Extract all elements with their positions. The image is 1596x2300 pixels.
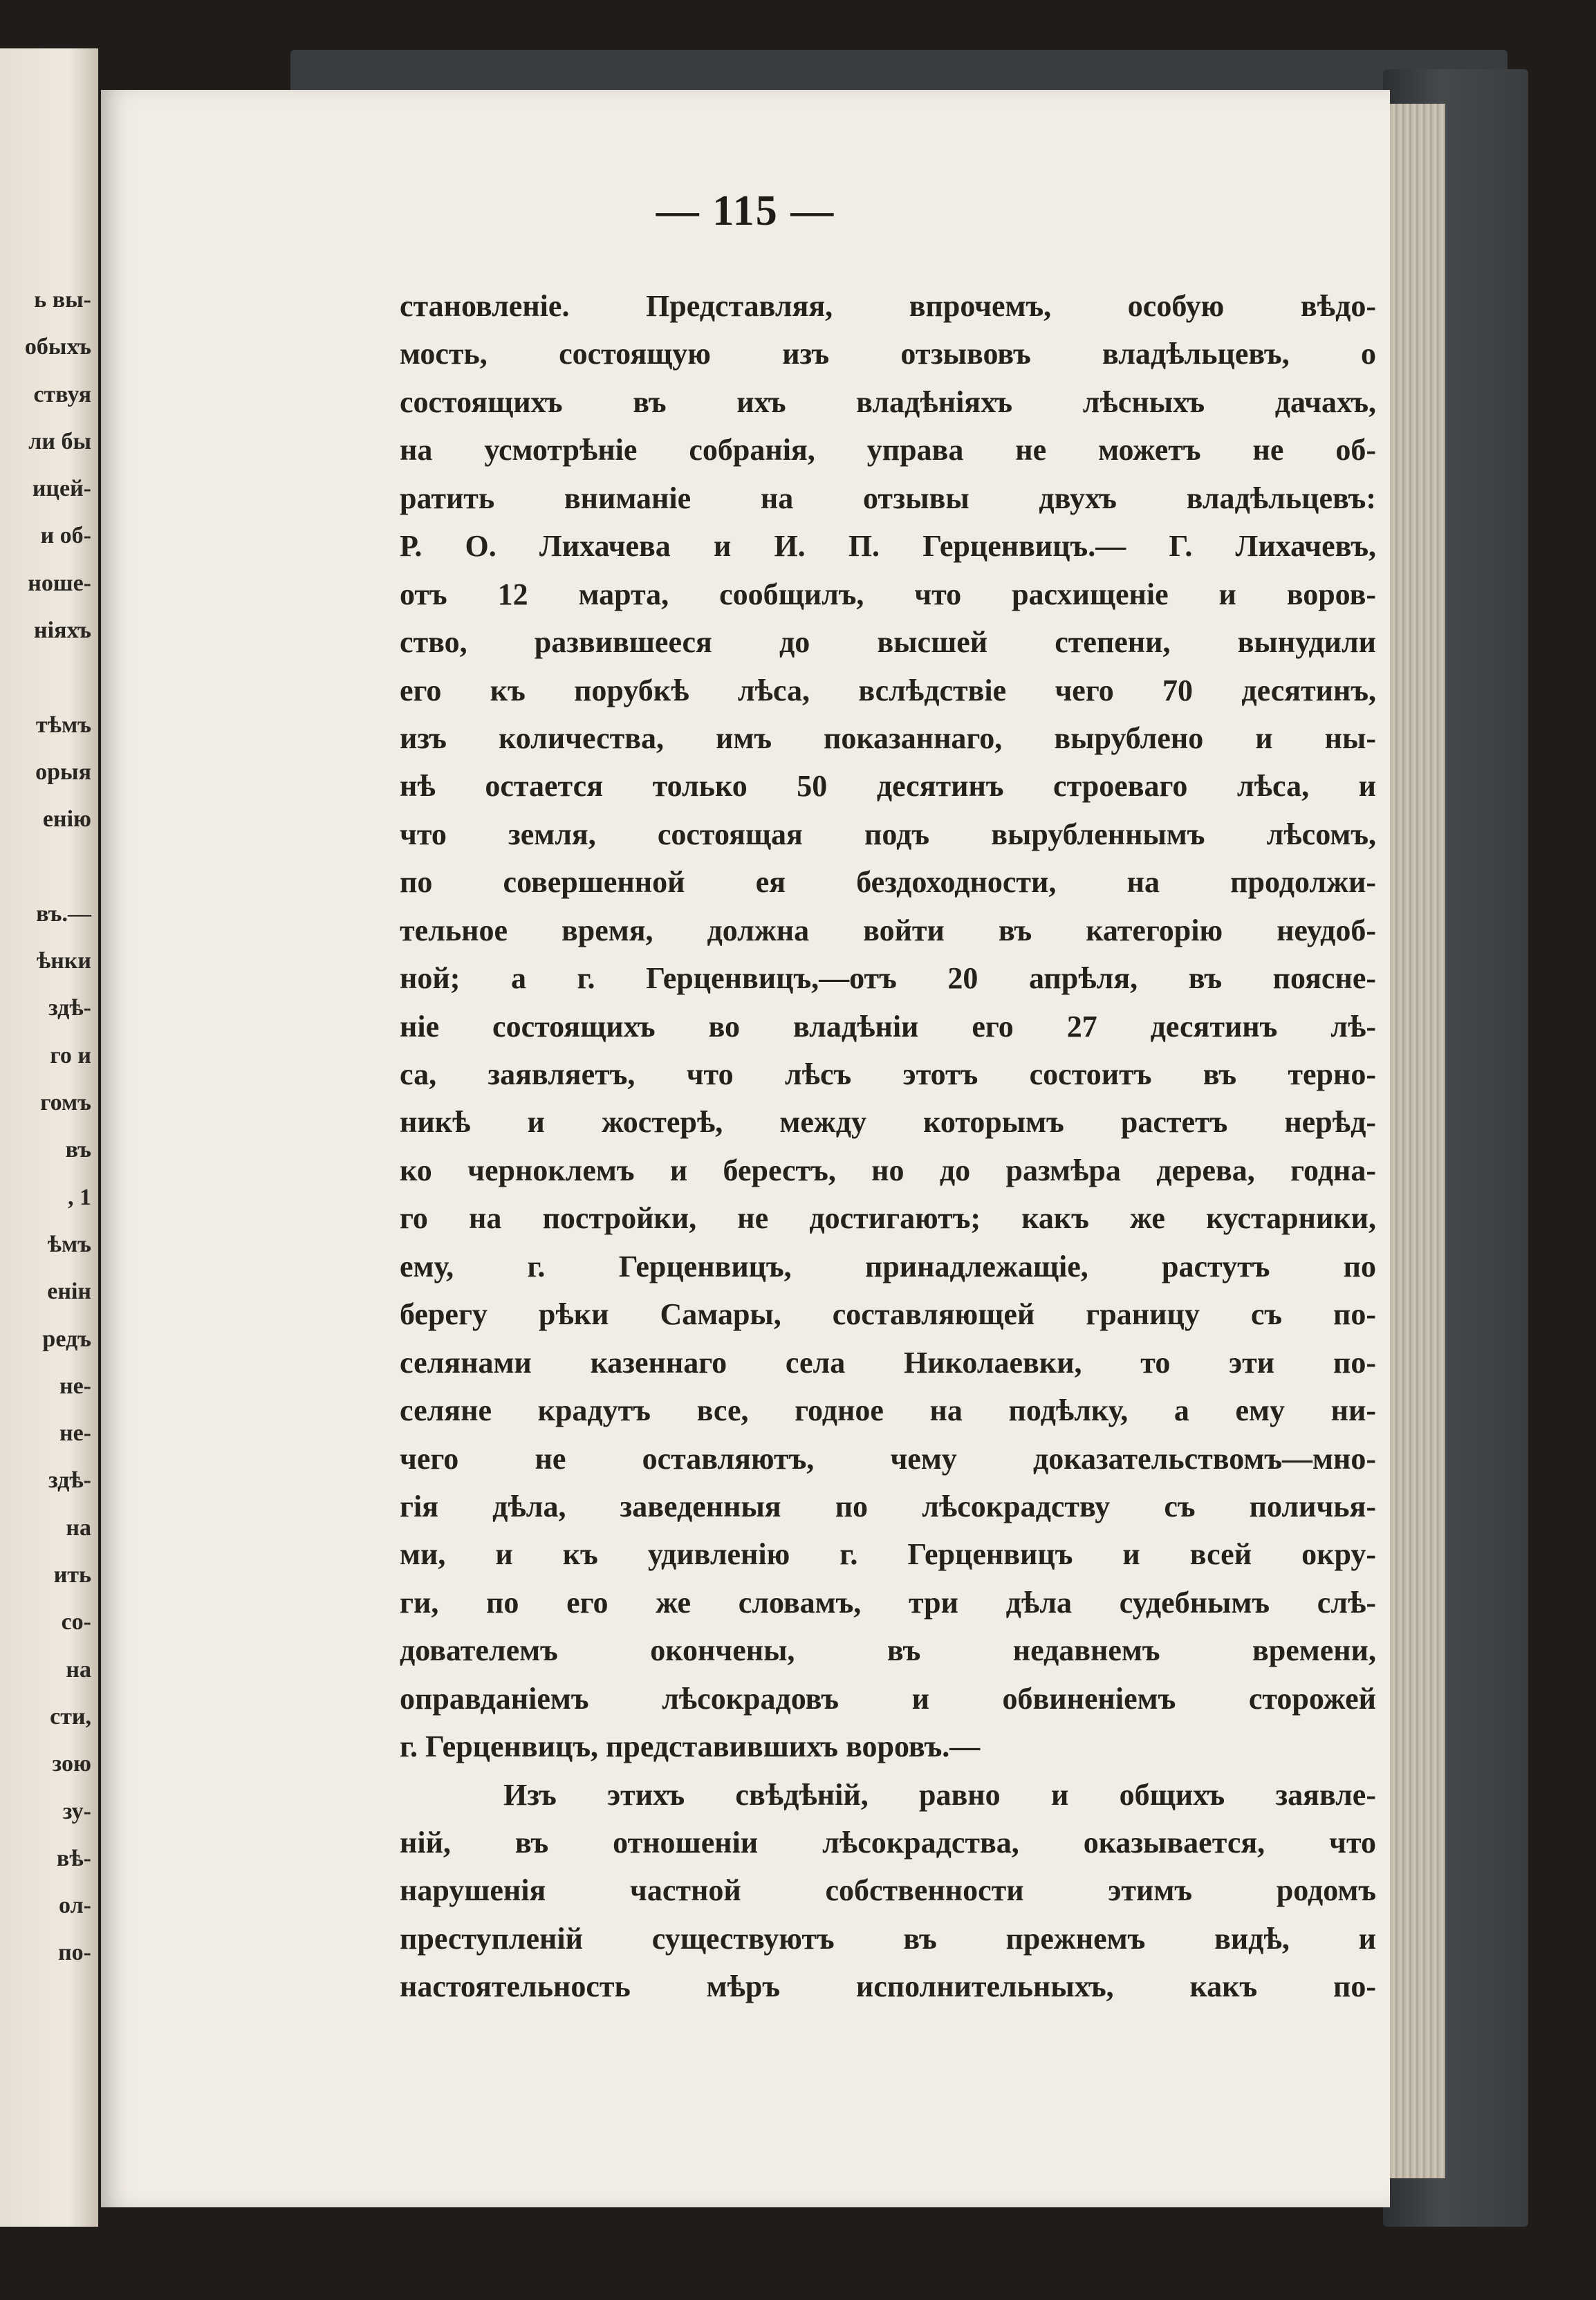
book-page [101,90,1390,2207]
text-line: ство, развившееся до высшей степени, вынудили [400,625,1376,660]
left-page-fragment: здѣ- [48,1467,91,1494]
left-page-fragment: редъ [42,1326,91,1352]
text-line: состоящихъ въ ихъ владѣніяхъ лѣсныхъ дачахъ, [400,384,1376,419]
text-line: ной; а г. Герценвицъ,—отъ 20 апрѣля, въ поясне- [400,961,1376,996]
left-page-fragment: зою [52,1751,91,1777]
text-line: дователемъ окончены, въ недавнемъ времени, [400,1633,1376,1668]
text-line: отъ 12 марта, сообщилъ, что расхищеніе и воров- [400,577,1376,611]
left-facing-page [0,48,98,2227]
text-line: гія дѣла, заведенныя по лѣсокрадству съ поличья- [400,1489,1376,1523]
left-page-fragment: ли бы [28,428,91,454]
text-line: настоятельность мѣръ исполнительныхъ, какъ по- [400,1969,1376,2004]
text-line: ко черноклемъ и берестъ, но до размѣра дерева, годна- [400,1153,1376,1187]
left-page-fragment: здѣ- [48,995,91,1021]
left-page-fragment: зу- [62,1798,91,1824]
left-page-fragment: ноше- [28,570,91,596]
text-line: что земля, состоящая подъ вырубленнымъ лѣсомъ, [400,817,1376,851]
text-line: ми, и къ удивленію г. Герценвицъ и всей окру- [400,1537,1376,1572]
left-page-text-fragments [0,277,91,1977]
left-page-fragment: го и [50,1042,91,1068]
left-page-fragment [0,654,91,701]
left-page-fragment: вѣ- [56,1845,91,1871]
left-page-fragment: енію [42,806,91,833]
text-line: селяне крадутъ все, годное на подѣлку, а ему ни- [400,1393,1376,1428]
left-page-fragment: ѣнки [36,948,91,974]
text-line: никѣ и жостерѣ, между которымъ растетъ нерѣд- [400,1105,1376,1140]
left-page-fragment: , 1 [68,1184,91,1210]
text-line: го на постройки, не достигаютъ; какъ же кустарники, [400,1201,1376,1236]
page-number: — 115 — [656,187,835,234]
page-edges [1390,104,1445,2178]
left-page-fragment: енін [47,1279,91,1305]
left-page-fragment: на [66,1656,91,1682]
text-line: Изъ этихъ свѣдѣній, равно и общихъ заявле- [503,1777,1376,1812]
left-page-fragment: сти, [50,1703,91,1729]
text-line: оправданіемъ лѣсокрадовъ и обвиненіемъ сторожей [400,1681,1376,1716]
left-page-fragment: гомъ [40,1090,91,1116]
text-line: по совершенной ея бездоходности, на продолжи- [400,865,1376,900]
left-page-fragment: ицей- [32,476,91,502]
text-line: изъ количества, имъ показаннаго, вырублено и ны- [400,721,1376,755]
left-page-fragment: со- [61,1609,91,1635]
text-line: ніе состоящихъ во владѣніи его 27 десятинъ лѣ- [400,1009,1376,1044]
left-page-fragment: на [66,1514,91,1541]
left-page-fragment: въ [65,1137,91,1163]
text-line: тельное время, должна войти въ категорію неудоб- [400,913,1376,947]
text-line: г. Герценвицъ, представившихъ воровъ.— [400,1729,981,1764]
left-page-fragment: ь вы- [34,287,91,313]
left-page-fragment: ѣмъ [47,1231,91,1257]
text-line: са, заявляетъ, что лѣсъ этотъ состоитъ въ терно- [400,1057,1376,1091]
text-line: чего не оставляютъ, чему доказательствомъ—мно- [400,1441,1376,1476]
left-page-fragment: тѣмъ [35,712,91,738]
left-page-fragment: ить [53,1562,91,1588]
left-page-fragment [0,844,91,891]
text-line: становленіе. Представляя, впрочемъ, особую вѣдо- [400,289,1376,323]
text-line: преступленій существуютъ въ прежнемъ видѣ, и [400,1921,1376,1956]
text-line: ній, въ отношеніи лѣсокрадства, оказывается, что [400,1826,1376,1860]
left-page-fragment: обыхъ [24,334,91,360]
text-line: его къ порубкѣ лѣса, вслѣдствіе чего 70 десятинъ, [400,673,1376,707]
text-line: мость, состоящую изъ отзывовъ владѣльцевъ, о [400,337,1376,371]
left-page-fragment: по- [58,1940,91,1966]
left-page-fragment: орыя [35,759,91,785]
left-page-fragment: въ.— [36,900,91,927]
left-page-fragment: ніяхъ [34,618,91,644]
text-line: ему, г. Герценвицъ, принадлежащіе, растутъ по [400,1249,1376,1283]
text-line: ги, по его же словамъ, три дѣла судебнымъ слѣ- [400,1585,1376,1620]
left-page-fragment: и об- [40,523,91,549]
left-page-fragment: ол- [59,1893,91,1919]
text-line: нарушенія частной собственности этимъ родомъ [400,1873,1376,1908]
text-line: Р. О. Лихачева и И. П. Герценвицъ.— Г. Лихачевъ, [400,529,1376,564]
text-line: селянами казеннаго села Николаевки, то эти по- [400,1345,1376,1380]
text-line: на усмотрѣніе собранія, управа не можетъ не об- [400,433,1376,467]
left-page-fragment: не- [59,1420,91,1447]
page-body-text [400,282,1376,2011]
left-page-fragment: не- [59,1373,91,1399]
text-line: ратить вниманіе на отзывы двухъ владѣльцевъ: [400,481,1376,515]
text-line: берегу рѣки Самары, составляющей границу съ по- [400,1297,1376,1332]
text-line: нѣ остается только 50 десятинъ строеваго лѣса, и [400,769,1376,804]
left-page-fragment: ствуя [33,381,91,407]
paragraph [400,282,1376,1771]
paragraph [400,1771,1376,2011]
